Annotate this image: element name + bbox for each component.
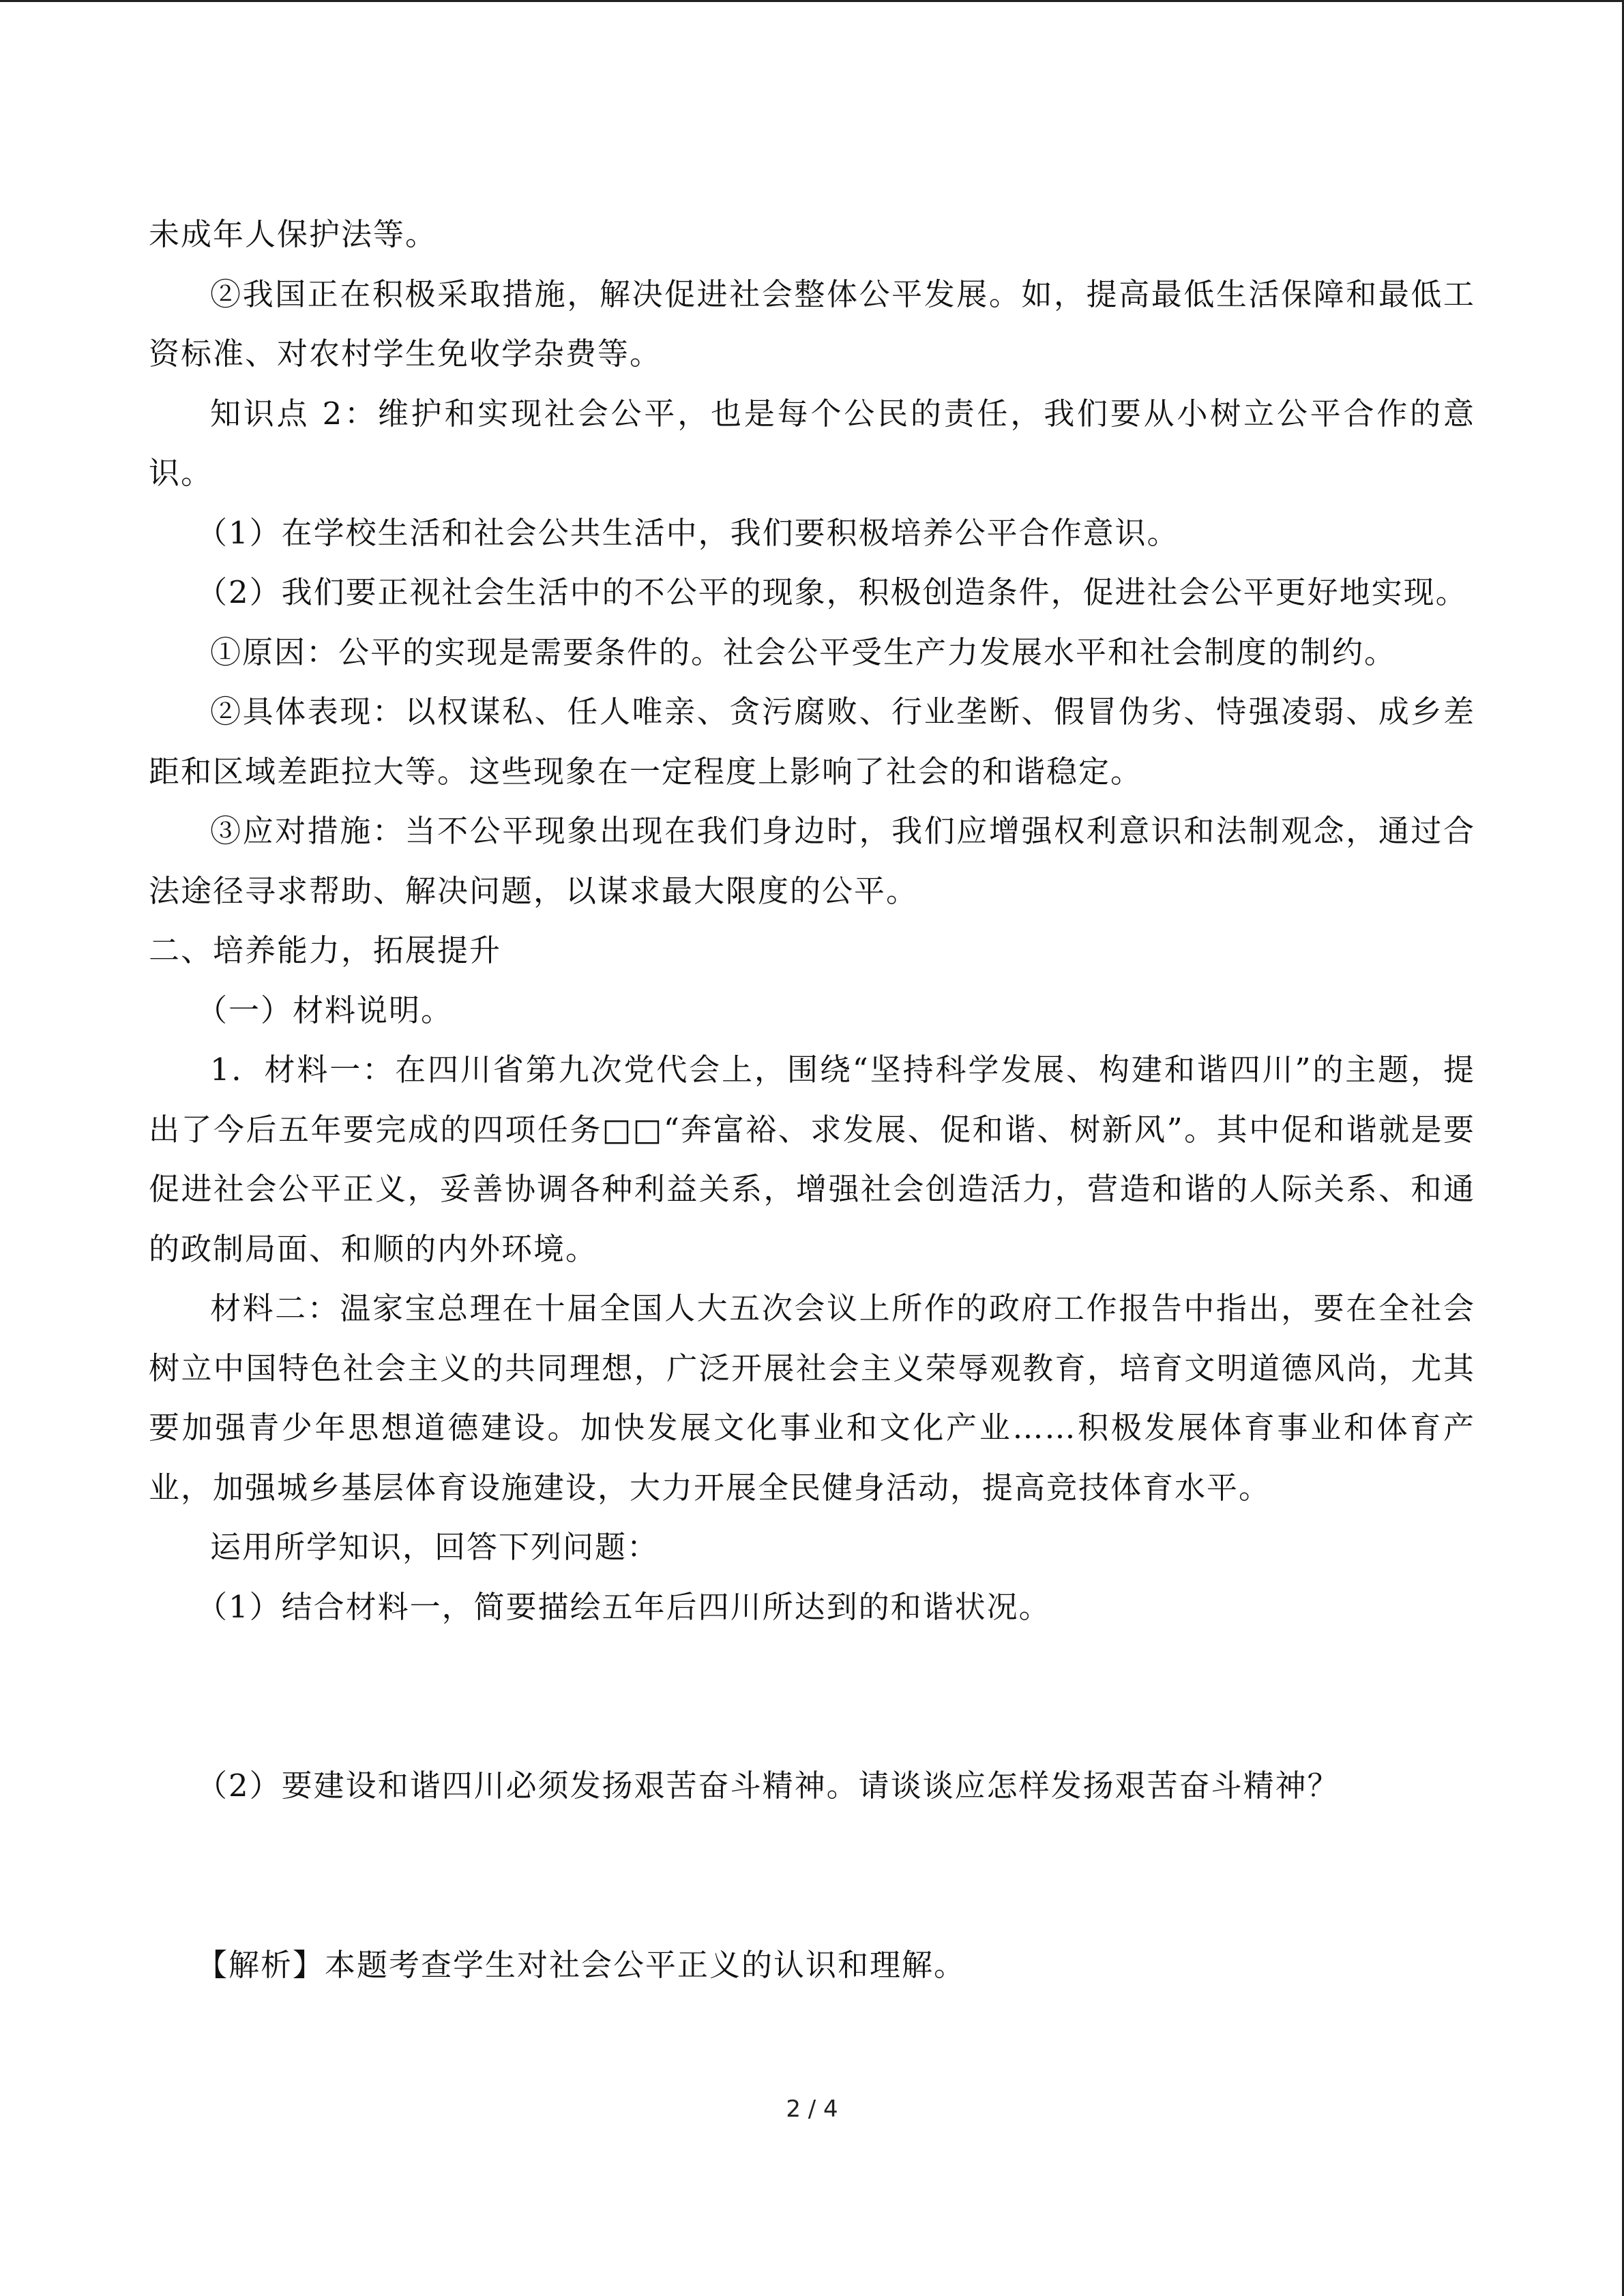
paragraph-knowledge-point-2: 知识点 2：维护和实现社会公平，也是每个公民的责任，我们要从小树立公平合作的意识。 [149, 395, 1475, 491]
paragraph-material-2: 材料二：温家宝总理在十届全国人大五次会议上所作的政府工作报告中指出，要在全社会树立中国特色社会主义的共同理想，广泛开展社会主义荣辱观教育，培育文明道德风尚，尤其要加强青少年思想道德建设。加快发展文化事业和文化产业……积极发展体育事业和体育产业，加强城乡基层体育设施建设，大力开展全民健身活动，提高竞技体育水平。 [149, 1290, 1475, 1506]
paragraph-reason: ①原因：公平的实现是需要条件的。社会公平受生产力发展水平和社会制度的制约。 [210, 633, 1397, 670]
paragraph-instruction: 运用所学知识，回答下列问题： [210, 1529, 660, 1565]
document-body [149, 205, 1475, 1995]
section-heading-2: 二、培养能力，拓展提升 [149, 932, 502, 968]
paragraph-item-2: （2）我们要正视社会生活中的不公平的现象，积极创造条件，促进社会公平更好地实现。 [196, 574, 1468, 610]
paragraph-continuation: 未成年人保护法等。 [149, 216, 438, 252]
subsection-heading-material: （一）材料说明。 [196, 992, 454, 1028]
paragraph-item-1: （1）在学校生活和社会公共生活中，我们要积极培养公平合作意识。 [196, 514, 1179, 551]
question-1: （1）结合材料一，简要描绘五年后四川所达到的和谐状况。 [196, 1588, 1051, 1625]
top-border-rule [0, 0, 1624, 2]
question-2: （2）要建设和谐四川必须发扬艰苦奋斗精神。请谈谈应怎样发扬艰苦奋斗精神？ [196, 1768, 1340, 1804]
paragraph-manifestation: ②具体表现：以权谋私、任人唯亲、贪污腐败、行业垄断、假冒伪劣、恃强凌弱、成乡差距和区域差距拉大等。这些现象在一定程度上影响了社会的和谐稳定。 [149, 694, 1475, 790]
paragraph-measures: ②我国正在积极采取措施，解决促进社会整体公平发展。如，提高最低生活保障和最低工资标准、对农村学生免收学杂费等。 [149, 275, 1475, 372]
page-number: 2 / 4 [786, 2096, 838, 2123]
paragraph-material-1: 1．材料一：在四川省第九次党代会上，围绕“坚持科学发展、构建和谐四川”的主题，提出了今后五年要完成的四项任务□□“奔富裕、求发展、促和谐、树新风”。其中促和谐就是要促进社会公平正义，妥善协调各种利益关系，增强社会创造活力，营造和谐的人际关系、和通的政制局面、和顺的内外环境。 [149, 1052, 1475, 1267]
analysis-paragraph: 【解析】本题考查学生对社会公平正义的认识和理解。 [196, 1946, 966, 1983]
paragraph-countermeasures: ③应对措施：当不公平现象出现在我们身边时，我们应增强权利意识和法制观念，通过合法途径寻求帮助、解决问题，以谋求最大限度的公平。 [149, 813, 1475, 909]
